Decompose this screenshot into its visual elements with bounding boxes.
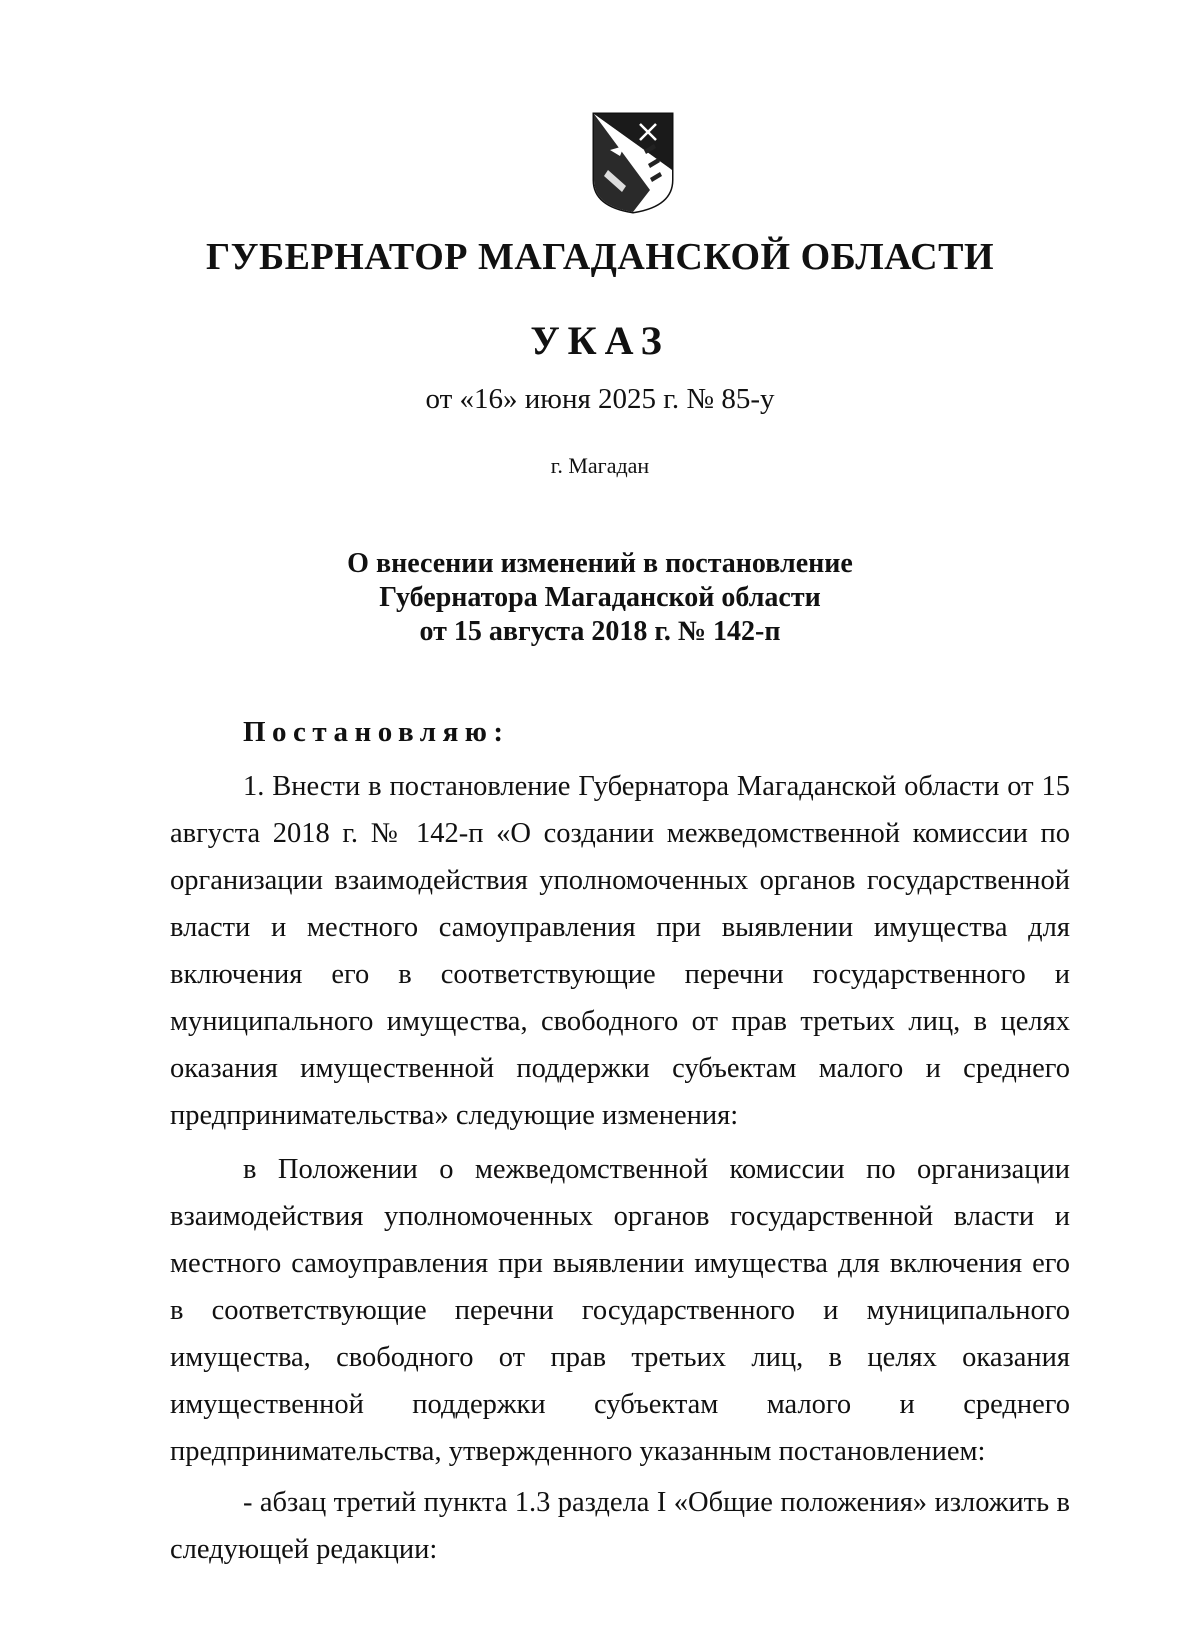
subject-line: О внесении изменений в постановление bbox=[347, 548, 853, 579]
paragraph: в Положении о межведомственной комиссии по организации взаимодействия уполномоченных органов государственной власти и местного самоуправления при выявлении имущества для включения его в соответствующие перечни государственного и муниципального имущества, свободного от прав третьих лиц, в целях оказания имущественной поддержки субъектам малого и среднего предпринимательства, утвержденного указанным постановлением: bbox=[170, 1154, 1070, 1467]
preamble: Постановляю: bbox=[243, 716, 510, 748]
paragraph: - абзац третий пункта 1.3 раздела I «Общие положения» изложить в следующей редакции: bbox=[170, 1487, 1070, 1565]
paragraph: 1. Внести в постановление Губернатора Магаданской области от 15 августа 2018 г. № 142-п «О создании межведомственной комиссии по организации взаимодействия уполномоченных органов государственной власти и местного самоуправления при выявлении имущества для включения его в соответствующие перечни государственного и муниципального имущества, свободного от прав третьих лиц, в целях оказания имущественной поддержки субъектам малого и среднего предпринимательства» следующие изменения: bbox=[170, 771, 1070, 1131]
subject-line: Губернатора Магаданской области bbox=[379, 582, 821, 613]
subject-line: от 15 августа 2018 г. № 142-п bbox=[419, 616, 781, 647]
document-subject bbox=[300, 547, 900, 649]
issuing-authority: ГУБЕРНАТОР МАГАДАНСКОЙ ОБЛАСТИ bbox=[205, 236, 995, 278]
document-type: УКАЗ bbox=[530, 318, 670, 363]
coat-of-arms-emblem bbox=[590, 110, 676, 214]
document-city: г. Магадан bbox=[550, 453, 650, 478]
document-date-number: от «16» июня 2025 г. № 85-у bbox=[425, 383, 775, 415]
